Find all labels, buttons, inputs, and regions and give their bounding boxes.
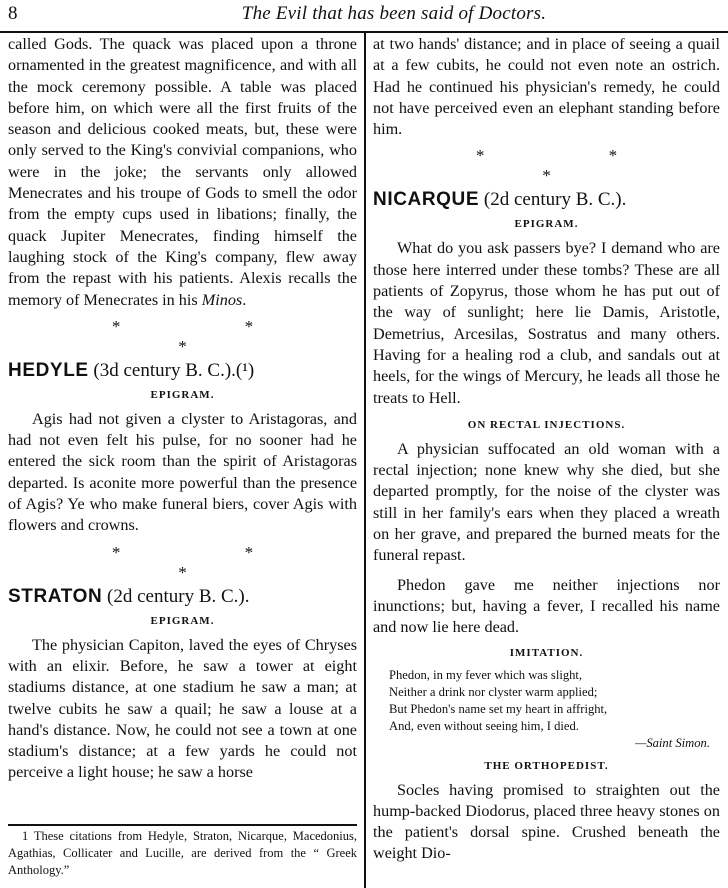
poem-line: And, even without seeing him, I died. (389, 718, 579, 733)
menecrates-paragraph: called Gods. The quack was placed upon a throne ornamented in the greatest magnificence, and with all the mock ceremony possible. A table was placed before him, on which were all the first fruits of the season and delicious cooked meats, but, these were only served to the King's convivial companions, who were in the joke; the servants only allowed Menecrates and his troupe of Gods to smell the odor from the empty cups used in libations; finally, the quack Jupiter Menecrates, finding himself the laughing stock of the King's company, flew away from the repast with his patients. Alexis recalls the memory of Menecrates in his Minos. (8, 35, 357, 309)
footnote-ref: (¹) (235, 359, 255, 381)
nicarque-heading: NICARQUE (2d century B. C.). (373, 189, 627, 211)
section-stars: * * * (475, 146, 678, 186)
hedyle-epigram: Agis had not given a clyster to Aristagoras, and had not even felt his pulse, for no sooner had he entered the sick room than the spirit of Aristagoras departed. Is aconite more powerful than the presence of Agis? Ye who make funeral biers, cover Agis with flowers and crowns. (8, 409, 357, 535)
phedon-text: Phedon gave me neither injections nor inunctions; but, having a fever, I recalled his name and now lie here dead. (373, 575, 720, 637)
orthopedist-subheading: THE ORTHOPEDIST. (484, 759, 609, 772)
straton-subheading: EPIGRAM. (150, 614, 215, 627)
nicarque-subheading: EPIGRAM. (514, 218, 579, 231)
minos-title: Minos (201, 290, 243, 309)
straton-heading: STRATON (2d century B. C.). (8, 585, 250, 607)
rectal-injections-text: A physician suffocated an old woman with a rectal injection; none knew why she died, but she departed promptly, for the noise of the clyster was still in her family's ears when they placed a wreath on her grave, and prepared the burned meats for the funeral repast. (373, 439, 720, 565)
nicarque-epigram: What do you ask passers bye? I demand who are those here interred under these tombs? These are all patients of Zopyrus, those whom he has put out of the way of sunlight; here lie Damis, Aristotle, Demetrius, Arcesilas, Sostratus and many others. Having for a healing rod a club, and sandals out at heels, for the wings of Mercury, he leads all those he treats to Hell. (373, 239, 720, 407)
poem-line: Neither a drink nor clyster warm applied; (389, 684, 598, 699)
poem-line: But Phedon's name set my heart in affright, (389, 701, 608, 716)
running-title: The Evil that has been said of Doctors. (241, 3, 547, 24)
section-stars: * * * (111, 542, 314, 582)
section-stars: * * * (111, 316, 314, 356)
footnote-text: These citations from Hedyle, Straton, Nicarque, Macedonius, Agathias, Collicater and Lucille, are derived from the “ Greek Anthology.” (8, 829, 358, 877)
poem-attribution: —Saint Simon. (635, 735, 710, 750)
hedyle-subheading: EPIGRAM. (150, 388, 215, 401)
footnote (8, 828, 357, 879)
poem-line: Phedon, in my fever which was slight, (389, 667, 583, 682)
rectal-injections-subheading: ON RECTAL INJECTIONS. (467, 418, 626, 431)
column-divider (364, 33, 366, 888)
left-column (8, 34, 357, 784)
right-column (373, 34, 720, 865)
footnote-mark: 1 (22, 829, 29, 843)
hedyle-heading: HEDYLE (3d century B. C.).(¹) (8, 359, 255, 381)
imitation-subheading: IMITATION. (509, 646, 584, 659)
straton-continued: at two hands' distance; and in place of seeing a quail at a few cubits, he could not even note an ostrich. Had he continued his physician's remedy, he could not have perceived even an elephant standing before him. (373, 35, 720, 139)
orthopedist-text: Socles having promised to straighten out the hump-backed Diodorus, placed three heavy stones on the patient's dorsal spine. Crushed beneath the weight Dio- (373, 780, 720, 863)
running-header (0, 0, 728, 30)
page-number: 8 (8, 3, 18, 24)
straton-epigram: The physician Capiton, laved the eyes of Chryses with an elixir. Before, he saw a tower at eight stadiums distance, at one stadium he saw a man; at twelve cubits he saw a quail; he saw a louse at a hand's distance. Now, he could not see a town at one stadium's distance; at a few yards he could not perceive a light house; he saw a horse (8, 635, 357, 782)
imitation-poem (389, 667, 720, 735)
footnote-rule (8, 824, 357, 826)
